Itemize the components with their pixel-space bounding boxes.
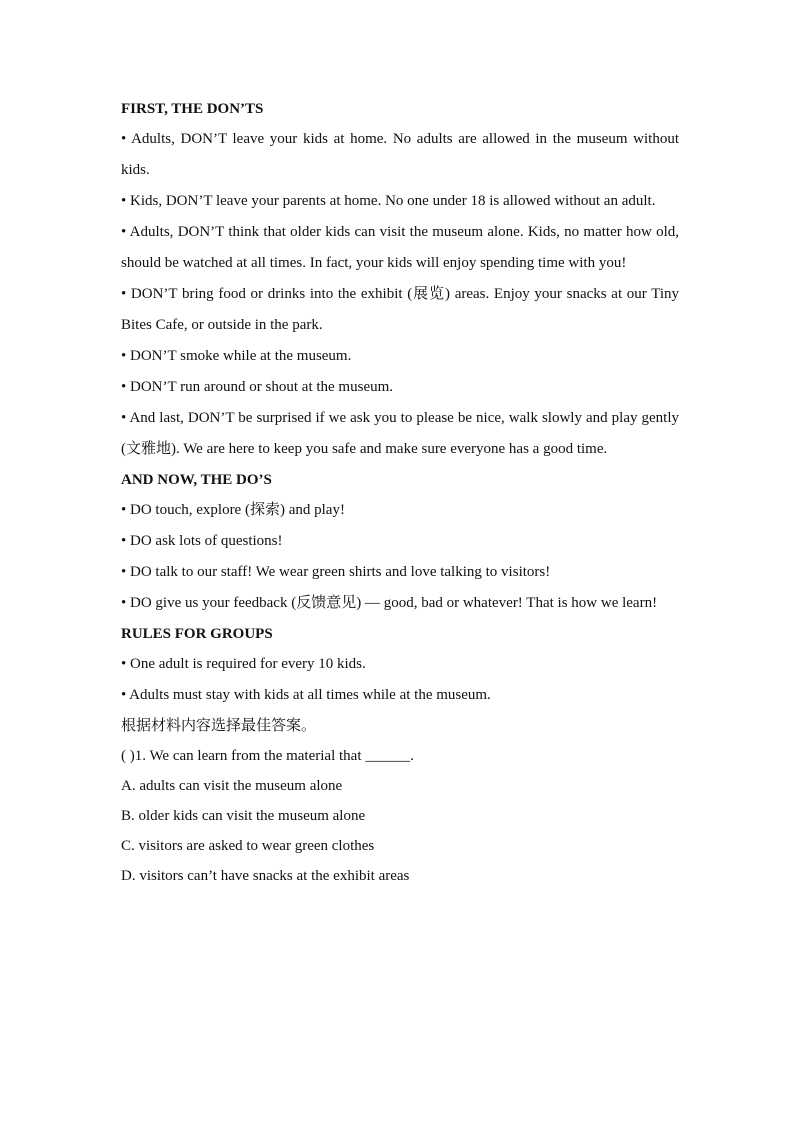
document-page — [121, 94, 679, 891]
answer-option-d: D. visitors can’t have snacks at the exhibit areas — [121, 868, 410, 884]
question-instruction: 根据材料内容选择最佳答案。 — [121, 718, 317, 734]
do-item: • DO ask lots of questions! — [121, 533, 283, 549]
dont-item: • DON’T smoke while at the museum. — [121, 348, 352, 364]
do-item: • DO give us your feedback (反馈意见) — good, bad or whatever! That is how we learn! — [121, 595, 658, 611]
do-item: • DO touch, explore (探索) and play! — [121, 502, 345, 518]
dont-item: • And last, DON’T be surprised if we ask you to please be nice, walk slowly and play gently (文雅地). We are here to keep you safe and make sure everyone has a good time. — [121, 410, 679, 457]
group-rule-item: • Adults must stay with kids at all times while at the museum. — [121, 687, 491, 703]
answer-option-b: B. older kids can visit the museum alone — [121, 808, 366, 824]
dont-item: • Adults, DON’T think that older kids can visit the museum alone. Kids, no matter how old, should be watched at all times. In fact, your kids will enjoy spending time with you! — [121, 224, 679, 271]
dont-item: • Kids, DON’T leave your parents at home. No one under 18 is allowed without an adult. — [121, 193, 656, 209]
dont-item: • DON’T bring food or drinks into the exhibit (展览) areas. Enjoy your snacks at our Tiny Bites Cafe, or outside in the park. — [121, 286, 679, 333]
section-heading-dos: AND NOW, THE DO’S — [121, 472, 272, 488]
section-heading-groups: RULES FOR GROUPS — [121, 626, 273, 642]
question-stem: ( )1. We can learn from the material that ______. — [121, 748, 414, 764]
answer-option-c: C. visitors are asked to wear green clothes — [121, 838, 375, 854]
dont-item: • Adults, DON’T leave your kids at home. No adults are allowed in the museum without kids. — [121, 131, 679, 178]
do-item: • DO talk to our staff! We wear green shirts and love talking to visitors! — [121, 564, 551, 580]
answer-option-a: A. adults can visit the museum alone — [121, 778, 343, 794]
group-rule-item: • One adult is required for every 10 kids. — [121, 656, 366, 672]
dont-item: • DON’T run around or shout at the museum. — [121, 379, 394, 395]
section-heading-donts: FIRST, THE DON’TS — [121, 101, 264, 117]
